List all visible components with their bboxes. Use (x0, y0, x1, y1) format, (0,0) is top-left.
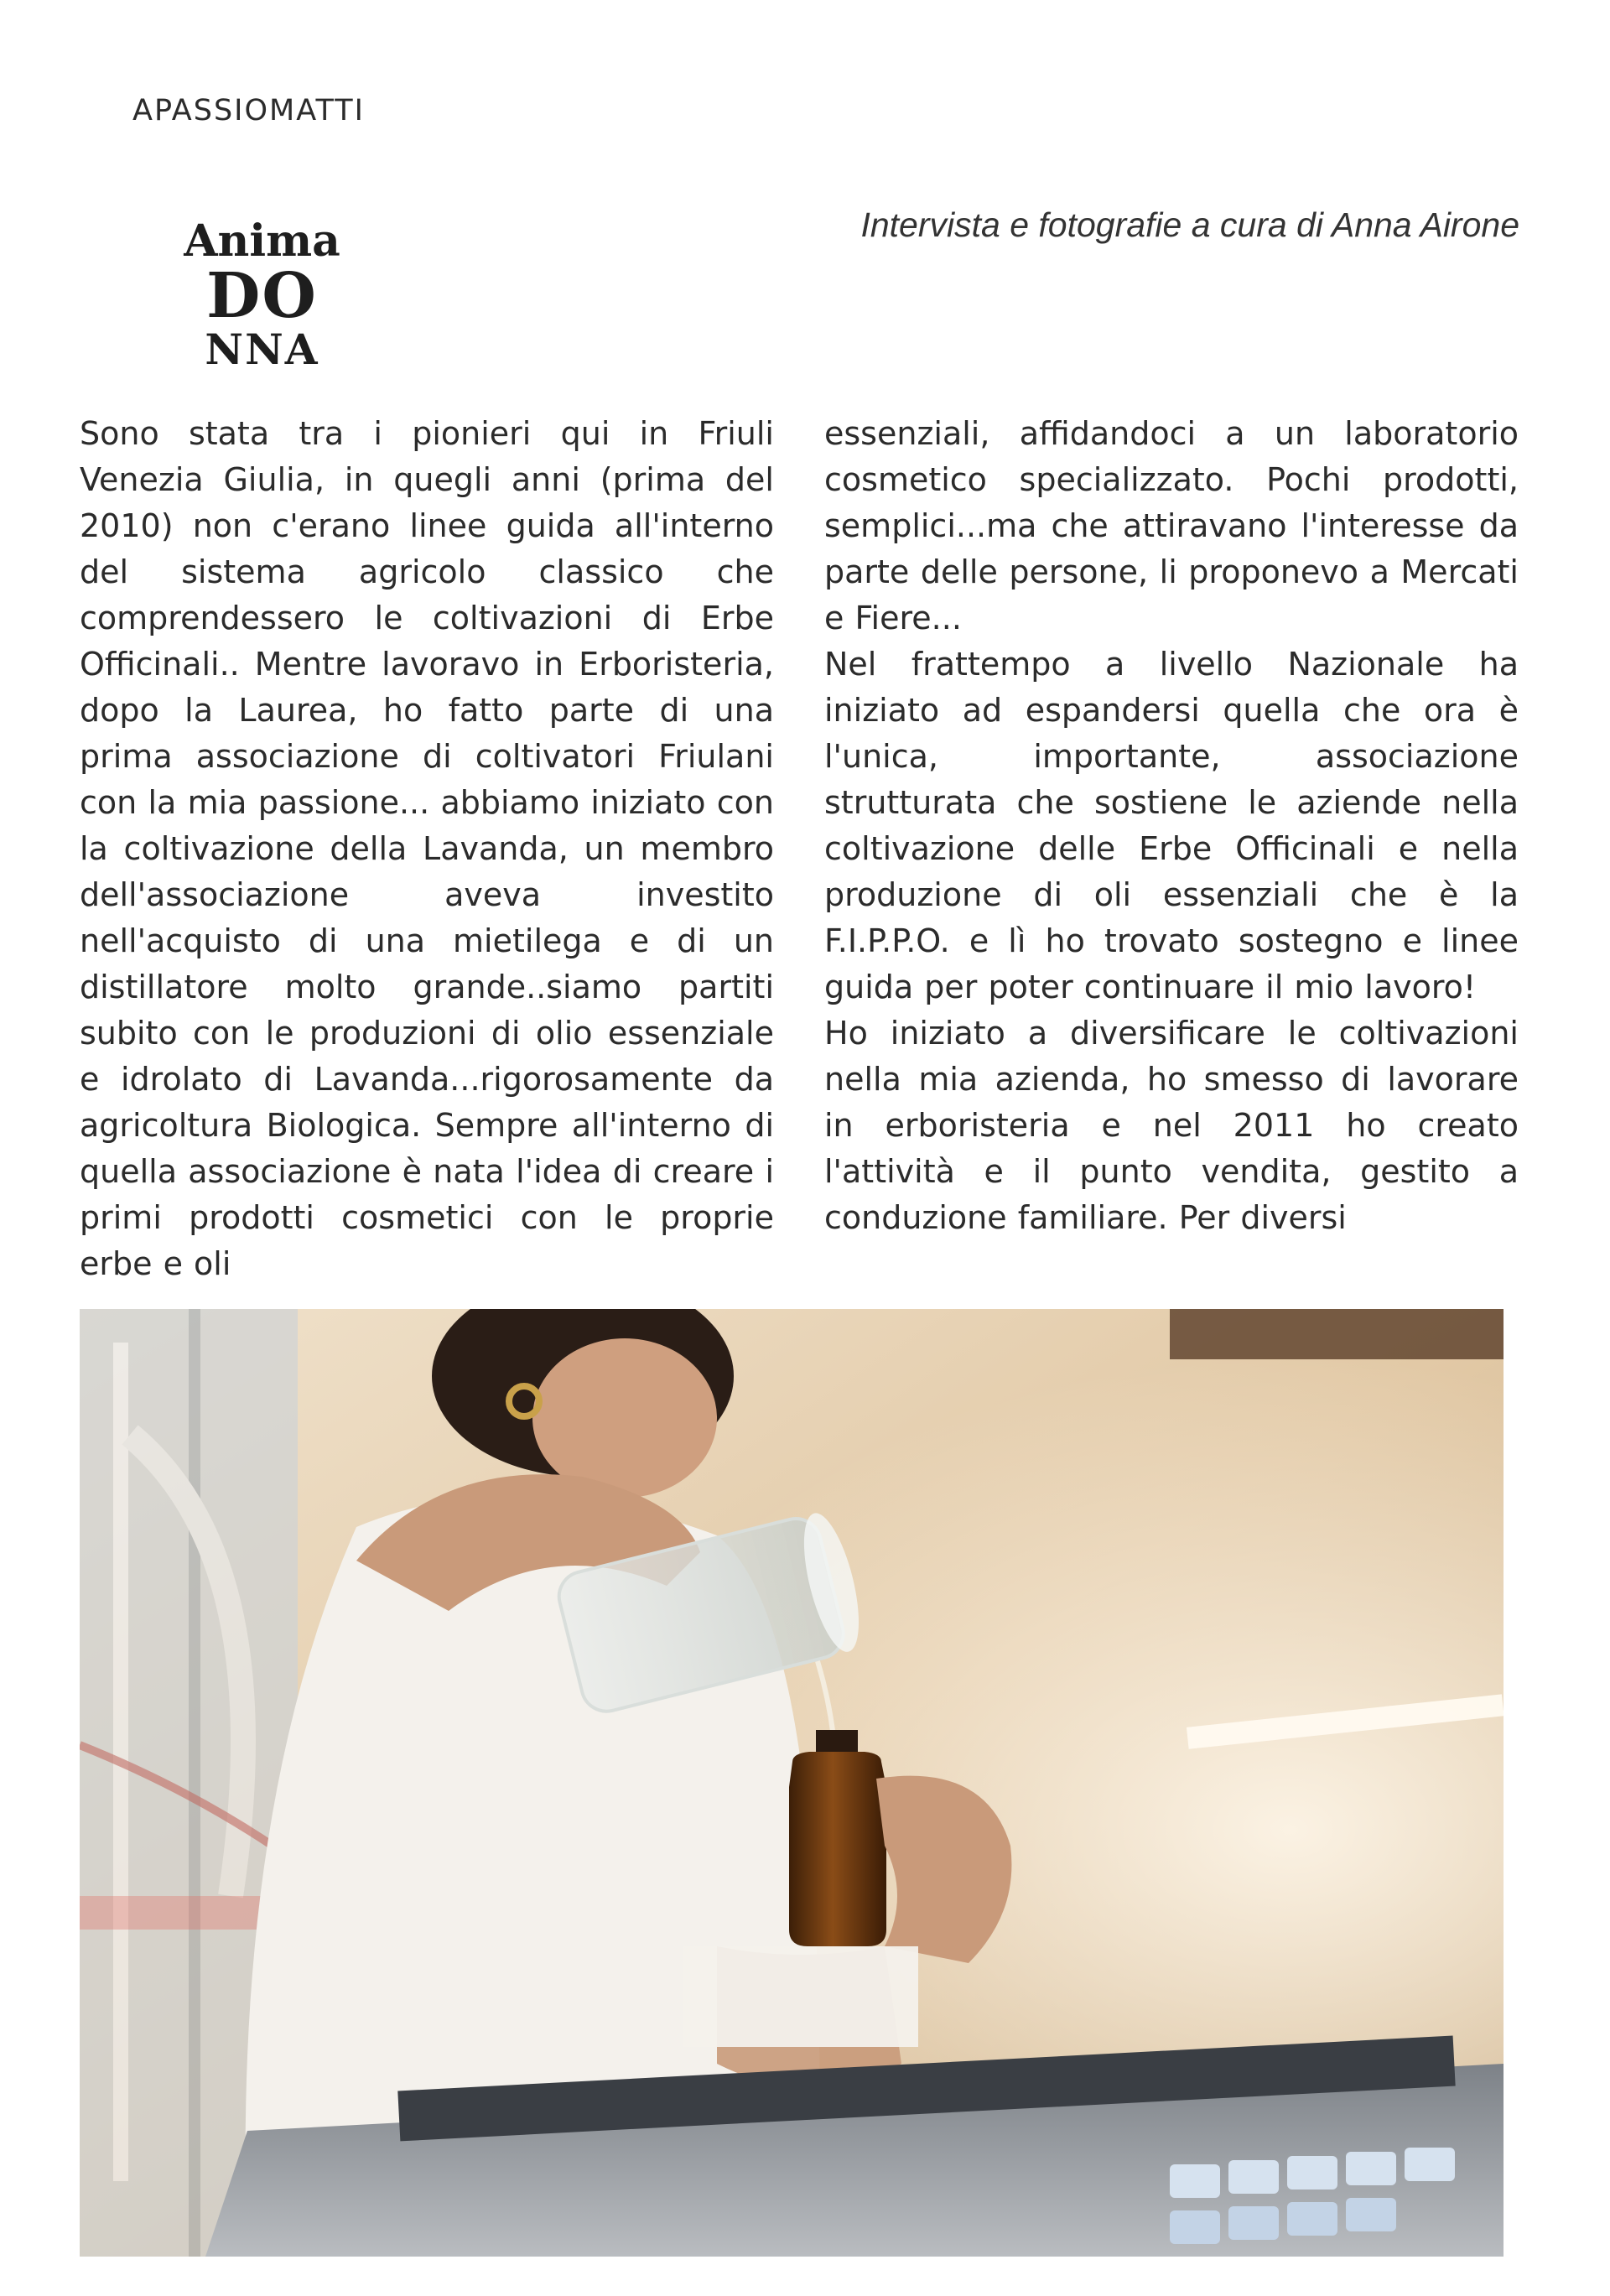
article-paragraph: Sono stata tra i pionieri qui in Friuli Venezia Giulia, in quegli anni (prima del 2010) non c'erano linee guida all'interno del sistema agricolo classico che comprendessero le coltivazioni di Erbe Officinali.. Mentre lavoravo in Erboristeria, dopo la Laurea, ho fatto parte di una prima associazione di coltivatori Friulani con la mia passione... abbiamo iniziato con la coltivazione della Lavanda, un membro dell'associazione aveva investito nell'acquisto di una mietilega e di un distillatore molto grande..siamo partiti subito con le produzioni di olio essenziale e idrolato di Lavanda...rigorosamente da agricoltura Biologica. Sempre all'interno di quella associazione è nata l'idea di creare i primi prodotti cosmetici con le proprie erbe e oli (80, 415, 774, 1282)
article-column-right (824, 411, 1519, 1241)
section-label: APASSIOMATTI (132, 94, 365, 127)
photo-credit: Intervista e fotografie a cura di Anna Airone (860, 205, 1519, 244)
article-paragraph: essenziali, affidandoci a un laboratorio cosmetico specializzato. Pochi prodotti, semplici...ma che attiravano l'interesse da parte delle persone, li proponevo a Mercati e Fiere... (824, 415, 1519, 636)
article-column-left (80, 411, 774, 1287)
article-photo (80, 1309, 1504, 2257)
anima-donna-logo (168, 216, 356, 374)
coat-sleeve (683, 1946, 918, 2047)
article-paragraph: Nel frattempo a livello Nazionale ha iniziato ad espandersi quella che ora è l'unica, importante, associazione strutturata che sostiene le aziende nella coltivazione delle Erbe Officinali e nella produzione di oli essenziali che è la F.I.P.P.O. e lì ho trovato sostegno e linee guida per poter continuare il mio lavoro! (824, 646, 1519, 1005)
logo-line-2: DO (206, 260, 318, 332)
article-paragraph: Ho iniziato a diversificare le coltivazioni nella mia azienda, ho smesso di lavorare in erboristeria e nel 2011 ho creato l'attività e il punto vendita, gestito a conduzione familiare. Per diversi (824, 1015, 1519, 1236)
shelf (1170, 1309, 1504, 1359)
photo-illustration (80, 1309, 1504, 2257)
logo-line-3: NNA (205, 325, 319, 374)
face (532, 1338, 717, 1498)
amber-bottle (789, 1730, 886, 1946)
logo-line-1: Anima (184, 216, 340, 267)
